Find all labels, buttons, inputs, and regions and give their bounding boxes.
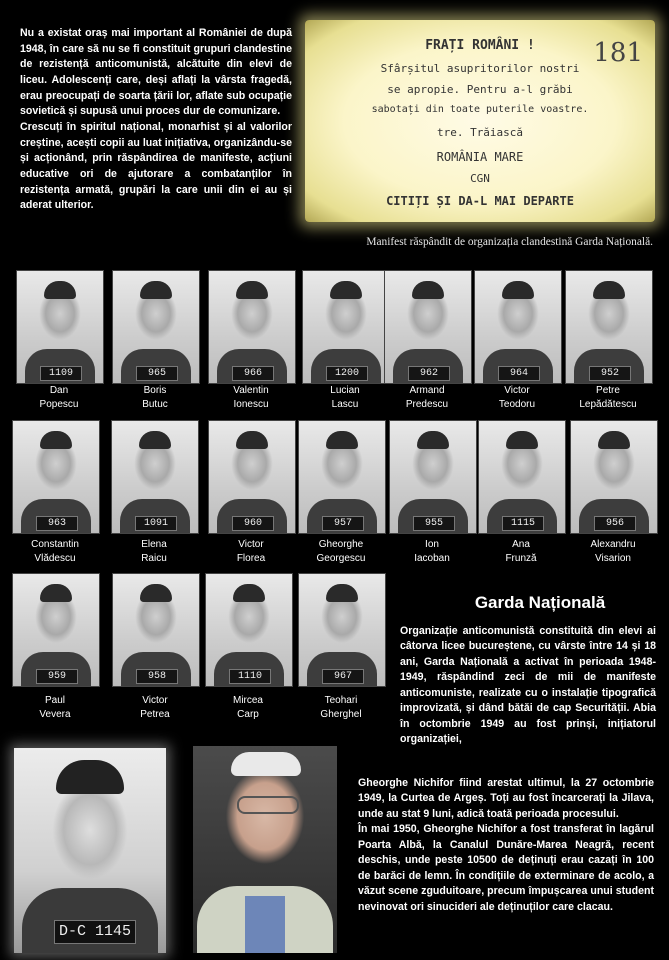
member-name: Mircea Carp bbox=[232, 695, 263, 720]
prisoner-number: 952 bbox=[589, 366, 631, 381]
manifest-line: CGN bbox=[470, 172, 490, 185]
member-photo bbox=[298, 420, 386, 534]
prisoner-number: 963 bbox=[36, 516, 78, 531]
member-photo bbox=[389, 420, 477, 534]
manifest-line: tre. Trăiască bbox=[436, 126, 524, 139]
portrait-elderly-nichifor bbox=[193, 746, 337, 953]
member-name: Boris Butuc bbox=[142, 385, 168, 410]
section-title: Garda Națională bbox=[474, 593, 606, 612]
manifest-handwritten-number: 181 bbox=[593, 38, 643, 68]
member-name: Teohari Gherghel bbox=[320, 695, 362, 720]
member-photo bbox=[565, 270, 653, 384]
prisoner-number: 962 bbox=[408, 366, 450, 381]
prisoner-number: 1091 bbox=[135, 516, 177, 531]
prisoner-number: 966 bbox=[232, 366, 274, 381]
member-name: Dan Popescu bbox=[39, 385, 79, 410]
member-name: Ana Frunză bbox=[505, 539, 537, 564]
manifest-image bbox=[305, 20, 655, 222]
intro-paragraph: Nu a existat oraș mai important al României de după 1948, în care să nu se fi constituit grupuri clandestine de rezistență anticomunistă, alcătuite din elevi de liceu. Adolescenți care, deși aflați la vârsta fragedă, erau preocupați de soarta țării lor, aflate sub ocupație sovietică și supusă unui proces dur de comunizare. bbox=[20, 27, 292, 118]
manifest-line: FRAȚI ROMÂNI ! bbox=[425, 38, 535, 53]
member-photo bbox=[112, 573, 200, 687]
member-photo bbox=[205, 573, 293, 687]
prisoner-number: 957 bbox=[322, 516, 364, 531]
member-photo bbox=[298, 573, 386, 687]
portrait-number: D-C 1145 bbox=[54, 920, 136, 944]
member-photo bbox=[208, 270, 296, 384]
prisoner-number: 1200 bbox=[326, 366, 368, 381]
member-name: Elena Raicu bbox=[141, 539, 167, 564]
manifest-line: sabotați din toate puterile voastre. bbox=[371, 104, 589, 115]
member-name: Lucian Lascu bbox=[330, 385, 360, 410]
continuation-paragraph: În mai 1950, Gheorghe Nichifor a fost transferat în lagărul Poarta Albă, la Canalul Dunăre-Marea Neagră, recent deschis, unde peste 10500 de deținuți erau cazați în 100 de barăci de lemn. În condițiile de exterminare de acolo, a văzut scene zguduitoare, precum împușcarea unui student nevinovat ori sinucideri ale deținuților care clacau. bbox=[358, 823, 654, 913]
prisoner-number: 965 bbox=[136, 366, 178, 381]
member-photo bbox=[302, 270, 390, 384]
prisoner-number: 1115 bbox=[502, 516, 544, 531]
manifest-line: ROMÂNIA MARE bbox=[436, 150, 524, 164]
manifest-line: CITIȚI ȘI DA-L MAI DEPARTE bbox=[386, 194, 574, 208]
member-name: Paul Vevera bbox=[39, 695, 71, 720]
intro-paragraph: Crescuți în spiritul național, monarhist și al valorilor creștine, acești copii au luat inițiativa, organizându-se și acționând, prin răspândirea de manifeste, acțiuni educative ori de ajutorare a combatanților în rezistența armată, grupări la care unii din ei au și aderat ulterior. bbox=[20, 121, 292, 212]
prisoner-number: 1110 bbox=[229, 669, 271, 684]
manifest-caption: Manifest răspândit de organizația clandestină Garda Națională. bbox=[366, 236, 653, 248]
continuation-text bbox=[358, 776, 654, 915]
prisoner-number: 960 bbox=[232, 516, 274, 531]
prisoner-number: 964 bbox=[498, 366, 540, 381]
member-photo bbox=[384, 270, 472, 384]
prisoner-number: 967 bbox=[322, 669, 364, 684]
member-photo bbox=[111, 420, 199, 534]
member-name: Petre Lepădătescu bbox=[579, 385, 637, 410]
member-photo bbox=[570, 420, 658, 534]
continuation-paragraph: Gheorghe Nichifor fiind arestat ultimul, la 27 octombrie 1949, la Curtea de Argeș. Toți au fost încarcerați la Jilava, unde au stat 9 luni, adică toată perioada procesului. bbox=[358, 777, 654, 820]
member-name: Ion Iacoban bbox=[414, 539, 450, 564]
prisoner-number: 1109 bbox=[40, 366, 82, 381]
manifest-line: Sfârșitul asupritorilor nostri bbox=[380, 62, 580, 75]
member-photo bbox=[474, 270, 562, 384]
member-name: Victor Teodoru bbox=[498, 385, 536, 410]
prisoner-number: 959 bbox=[36, 669, 78, 684]
member-name: Victor Petrea bbox=[140, 695, 170, 720]
member-photo bbox=[478, 420, 566, 534]
member-name: Alexandru Visarion bbox=[590, 539, 636, 564]
member-name: Gheorghe Georgescu bbox=[316, 539, 366, 564]
member-photo bbox=[12, 573, 100, 687]
member-photo bbox=[208, 420, 296, 534]
section-text: Organizație anticomunistă constituită din elevi ai câtorva licee bucureștene, cu vârste între 14 și 18 ani, Garda Națională a activat în perioada 1948-1949, răspândind zeci de mii de manifeste anticomuniste, realizate cu o instalație tipografică improvizată, și dând bătăi de cap Securității. Abia în octombrie 1949 au fost prinși, inițiatorul organizației, bbox=[400, 625, 656, 746]
member-name: Victor Florea bbox=[236, 539, 266, 564]
member-name: Valentin Ionescu bbox=[233, 385, 269, 410]
portrait-young-nichifor bbox=[14, 748, 166, 953]
member-name: Armand Predescu bbox=[405, 385, 449, 410]
intro-text bbox=[20, 26, 292, 214]
prisoner-number: 958 bbox=[136, 669, 178, 684]
manifest-line: se apropie. Pentru a-l grăbi bbox=[387, 83, 573, 96]
prisoner-number: 956 bbox=[594, 516, 636, 531]
member-photo bbox=[112, 270, 200, 384]
member-photo bbox=[12, 420, 100, 534]
prisoner-number: 955 bbox=[413, 516, 455, 531]
member-name: Constantin Vlădescu bbox=[31, 539, 79, 564]
member-photo bbox=[16, 270, 104, 384]
